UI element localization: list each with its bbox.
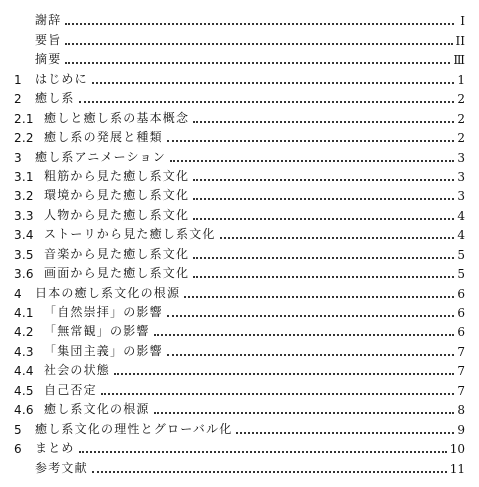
toc-entry-title: 謝辞 bbox=[35, 13, 62, 28]
toc-entry-page: 1 bbox=[457, 72, 465, 87]
toc-entry-page: 11 bbox=[449, 461, 465, 476]
toc-entry bbox=[14, 126, 465, 145]
toc-dot-leader bbox=[79, 101, 454, 103]
toc-entry-page: I bbox=[460, 14, 465, 29]
toc-dot-leader bbox=[170, 160, 454, 162]
toc-entry-number: 6 bbox=[14, 442, 22, 457]
toc-entry-page: 2 bbox=[457, 92, 465, 107]
toc-entry-number: 4.5 bbox=[14, 383, 34, 398]
toc-dot-leader bbox=[92, 82, 454, 84]
toc-entry-number: 3.6 bbox=[14, 267, 34, 282]
toc-entry-page: 4 bbox=[457, 208, 465, 223]
toc-entry-number: 3.5 bbox=[14, 247, 34, 262]
toc-entry-title: ストーリから見た癒し系文化 bbox=[44, 227, 216, 242]
toc-entry bbox=[14, 223, 465, 242]
toc-dot-leader bbox=[193, 198, 454, 200]
toc-entry-title: 癒し系文化の理性とグローバル化 bbox=[35, 421, 233, 436]
toc-entry-page: 3 bbox=[457, 169, 465, 184]
toc-dot-leader bbox=[184, 296, 454, 298]
toc-entry bbox=[14, 106, 465, 125]
toc-entry bbox=[14, 437, 465, 456]
toc-entry-page: 6 bbox=[457, 325, 465, 340]
toc-entry-page: 2 bbox=[457, 111, 465, 126]
toc-entry bbox=[14, 378, 465, 397]
toc-entry-number: 4.2 bbox=[14, 325, 34, 340]
toc-dot-leader bbox=[193, 276, 454, 278]
toc-entry bbox=[14, 301, 465, 320]
toc-entry-number: 2.1 bbox=[14, 111, 34, 126]
toc-entry-title: 「自然崇拝」の影響 bbox=[44, 305, 163, 319]
toc-entry bbox=[14, 145, 465, 164]
toc-entry-number: 3.1 bbox=[14, 169, 34, 184]
toc-entry-page: 8 bbox=[457, 403, 465, 418]
toc-dot-leader bbox=[167, 140, 454, 142]
toc-entry-page: 7 bbox=[457, 383, 465, 398]
toc-entry bbox=[14, 417, 465, 436]
toc-entry bbox=[14, 184, 465, 203]
toc-entry bbox=[14, 398, 465, 417]
toc-entry bbox=[14, 281, 465, 300]
toc-entry-title: はじめに bbox=[35, 71, 88, 86]
toc-entry-number: 4.4 bbox=[14, 364, 34, 379]
toc-entry bbox=[14, 87, 465, 106]
toc-entry-number: 2 bbox=[14, 92, 22, 107]
toc-dot-leader bbox=[193, 121, 454, 123]
toc-entry bbox=[14, 165, 465, 184]
toc-entry-title: 人物から見た癒し系文化 bbox=[44, 207, 190, 222]
toc-entry-title: 画面から見た癒し系文化 bbox=[44, 266, 190, 281]
toc-entry bbox=[14, 339, 465, 358]
toc-entry-page: 2 bbox=[457, 131, 465, 146]
toc-entry-page: 3 bbox=[457, 150, 465, 165]
toc-entry-page: 9 bbox=[457, 422, 465, 437]
toc-dot-leader bbox=[92, 471, 447, 473]
toc-entry-page: 7 bbox=[457, 344, 465, 359]
toc-entry-page: II bbox=[455, 33, 465, 48]
toc-entry bbox=[14, 320, 465, 339]
toc-entry-page: 10 bbox=[449, 442, 465, 457]
toc-entry-title: 癒し系文化の根源 bbox=[44, 402, 150, 417]
toc-entry-title: 「無常観」の影響 bbox=[44, 324, 150, 339]
toc-dot-leader bbox=[167, 315, 454, 317]
toc-entry-title: 環境から見た癒し系文化 bbox=[44, 188, 190, 203]
toc-dot-leader bbox=[193, 218, 454, 220]
toc-entry-number: 2.2 bbox=[14, 131, 34, 146]
toc-entry-number: 3.4 bbox=[14, 228, 34, 243]
toc-entry-number: 1 bbox=[14, 72, 22, 87]
toc-entry-page: 4 bbox=[457, 228, 465, 243]
toc-dot-leader bbox=[220, 237, 454, 239]
toc-dot-leader bbox=[236, 432, 454, 434]
toc-dot-leader bbox=[114, 373, 454, 375]
toc-dot-leader bbox=[154, 334, 454, 336]
toc-entry-number: 3 bbox=[14, 150, 22, 165]
toc-dot-leader bbox=[101, 393, 454, 395]
toc-dot-leader bbox=[79, 451, 447, 453]
toc-entry-title: 癒し系 bbox=[35, 91, 75, 106]
toc-entry-page: 6 bbox=[457, 306, 465, 320]
toc-entry-title: 要旨 bbox=[35, 32, 62, 47]
toc-entry-title: 日本の癒し系文化の根源 bbox=[35, 285, 181, 300]
toc-entry-title: 癒しと癒し系の基本概念 bbox=[44, 110, 190, 125]
toc-entry bbox=[14, 9, 465, 28]
toc-entry-title: 粗筋から見た癒し系文化 bbox=[44, 168, 190, 183]
toc-entry-title: 音楽から見た癒し系文化 bbox=[44, 246, 190, 261]
toc-dot-leader bbox=[193, 179, 454, 181]
toc-entry-page: Ⅲ bbox=[453, 53, 465, 68]
toc-dot-leader bbox=[167, 354, 454, 356]
toc-entry-number: 5 bbox=[14, 422, 22, 437]
toc-dot-leader bbox=[65, 43, 452, 45]
table-of-contents bbox=[14, 9, 465, 476]
toc-dot-leader bbox=[193, 257, 454, 259]
toc-entry-title: 癒し系の発展と種類 bbox=[44, 130, 163, 145]
toc-dot-leader bbox=[65, 62, 450, 64]
toc-entry-page: 6 bbox=[457, 286, 465, 301]
toc-entry-title: 摘要 bbox=[35, 52, 62, 67]
toc-entry-number: 4.3 bbox=[14, 344, 34, 359]
toc-entry bbox=[14, 67, 465, 86]
toc-entry bbox=[14, 203, 465, 222]
toc-entry-title: 自己否定 bbox=[44, 382, 97, 397]
toc-entry-title: 参考文献 bbox=[35, 460, 88, 475]
toc-entry bbox=[14, 359, 465, 378]
toc-entry-number: 4 bbox=[14, 286, 22, 301]
toc-entry bbox=[14, 262, 465, 281]
toc-entry bbox=[14, 456, 465, 475]
toc-entry-number: 4.6 bbox=[14, 403, 34, 418]
toc-entry-title: 癒し系アニメーション bbox=[35, 149, 166, 164]
toc-entry-page: 3 bbox=[457, 189, 465, 204]
toc-entry-title: まとめ bbox=[35, 441, 75, 456]
toc-entry-title: 社会の状態 bbox=[44, 363, 111, 378]
toc-entry-page: 7 bbox=[457, 364, 465, 379]
toc-dot-leader bbox=[154, 412, 454, 414]
toc-entry-title: 「集団主義」の影響 bbox=[44, 343, 163, 358]
toc-entry-page: 5 bbox=[457, 247, 465, 262]
toc-entry bbox=[14, 28, 465, 47]
toc-entry-page: 5 bbox=[457, 267, 465, 282]
toc-entry bbox=[14, 48, 465, 67]
toc-entry-number: 3.2 bbox=[14, 189, 34, 204]
toc-entry-number: 3.3 bbox=[14, 208, 34, 223]
toc-dot-leader bbox=[65, 23, 454, 25]
toc-entry-number: 4.1 bbox=[14, 306, 34, 320]
toc-entry bbox=[14, 242, 465, 261]
